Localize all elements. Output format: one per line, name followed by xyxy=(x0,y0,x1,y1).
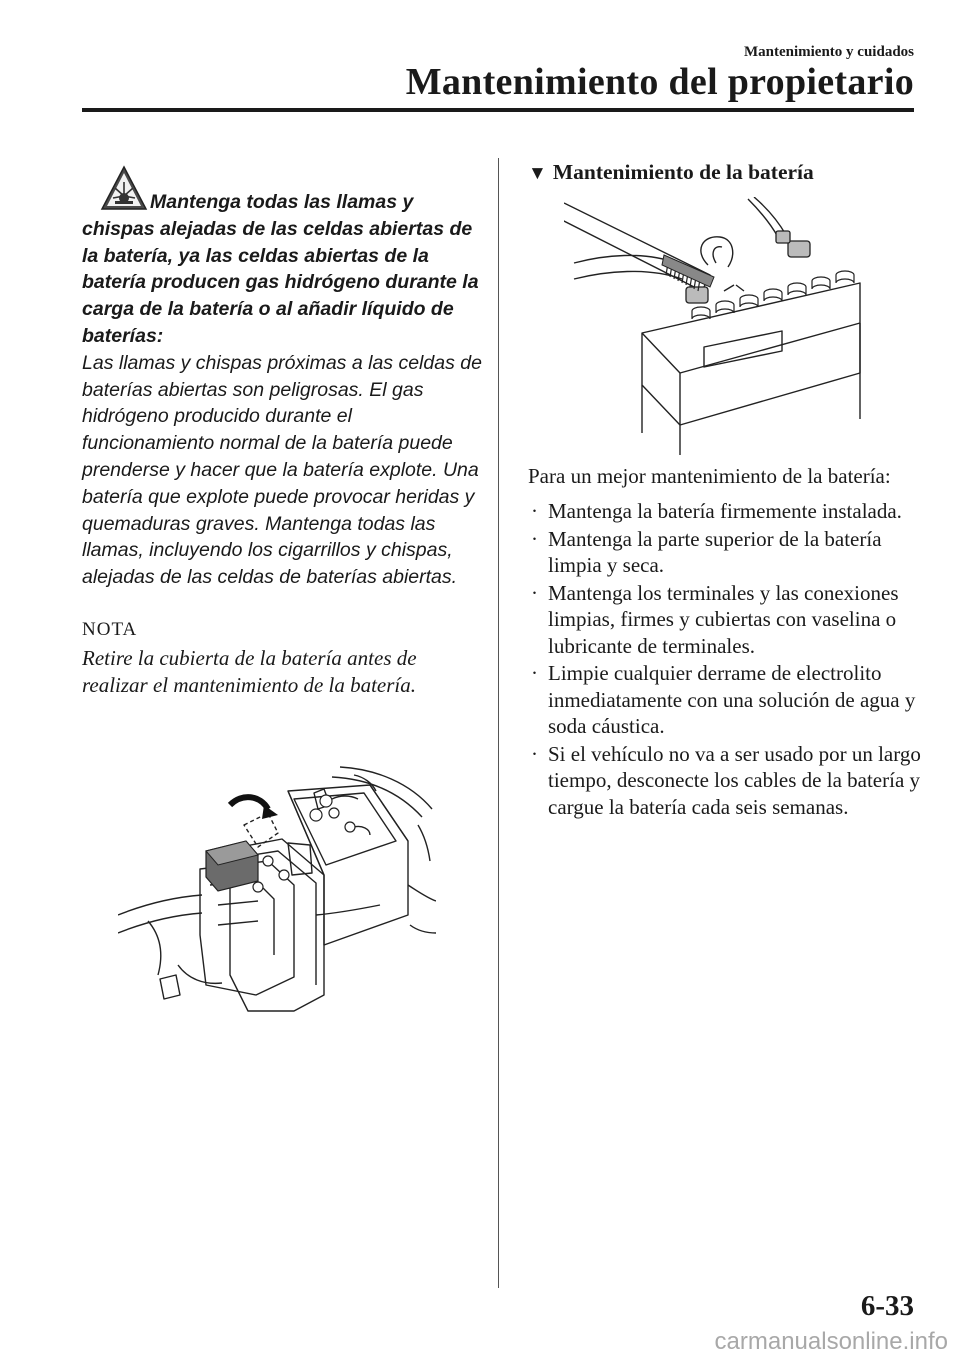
list-item: · Si el vehículo no va a ser usado por un largo tiempo, desconecte los cables de la batería y cargue la batería cada seis semanas. xyxy=(531,741,921,819)
page-number: 6-33 xyxy=(860,1290,914,1322)
section-marker-icon: ▼ xyxy=(528,163,547,184)
right-column xyxy=(528,160,928,821)
battery-terminal-cleaning-illustration xyxy=(564,197,880,455)
list-item: · Limpie cualquier derrame de electrolito inmediatamente con una solución de agua y soda cáustica. xyxy=(531,661,916,738)
maintenance-tips-list xyxy=(528,498,928,820)
battery-cover-removal-illustration xyxy=(118,765,436,1015)
list-item: · Mantenga la parte superior de la batería limpia y seca. xyxy=(531,526,882,577)
list-item: · Mantenga la batería firmemente instalada. xyxy=(531,499,902,523)
left-column xyxy=(82,165,482,699)
watermark: carmanualsonline.info xyxy=(714,1328,948,1355)
section-heading xyxy=(528,160,928,185)
page-title: Mantenimiento del propietario xyxy=(405,61,914,103)
column-divider xyxy=(498,158,499,1288)
explosion-hazard-icon xyxy=(100,165,148,211)
note-label: NOTA xyxy=(82,618,138,640)
list-item: · Mantenga los terminales y las conexiones limpias, firmes y cubiertas con vaselina o lubricante de terminales. xyxy=(531,580,899,658)
header-section-label: Mantenimiento y cuidados xyxy=(743,44,914,60)
maintenance-intro: Para un mejor mantenimiento de la batería: xyxy=(528,464,891,488)
warning-lead: Mantenga todas las llamas y chispas alejadas de las celdas abiertas de la batería, ya las celdas abiertas de la batería producen gas hidrógeno durante la carga de la batería o al añadir líquido de baterías: xyxy=(82,191,479,347)
section-title: Mantenimiento de la batería xyxy=(552,160,814,184)
note-text: Retire la cubierta de la batería antes de realizar el mantenimiento de la batería. xyxy=(82,645,417,697)
battery-cover-piece xyxy=(206,797,278,891)
warning-body: Las llamas y chispas próximas a las celdas de baterías abiertas son peligrosas. El gas hidrógeno producido durante el funcionamiento normal de la batería puede prenderse y hacer que la batería explote. Una batería que explote puede provocar heridas y quemaduras graves. Mantenga todas las llamas, incluyendo los cigarrillos y chispas, alejadas de las celdas de baterías abiertas. xyxy=(82,351,482,589)
warning-block xyxy=(82,165,482,591)
header-rule xyxy=(82,108,914,112)
